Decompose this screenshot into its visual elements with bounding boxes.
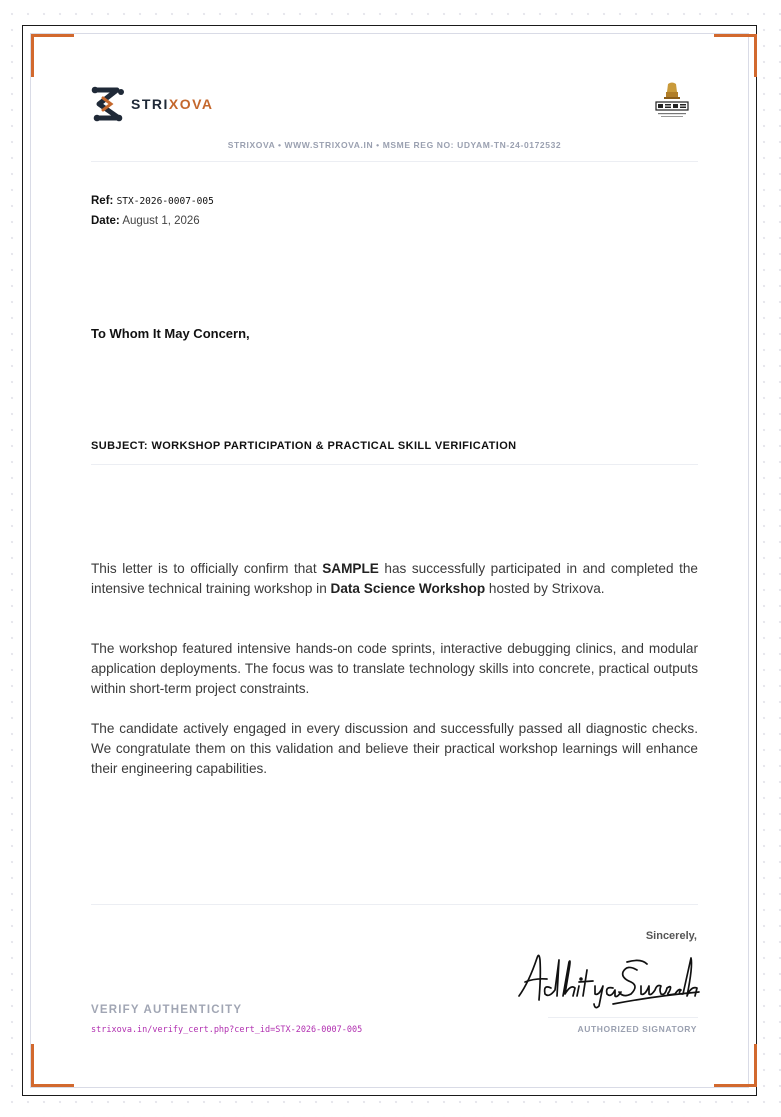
footer-divider <box>91 904 698 905</box>
corner-accent-bottom-left <box>31 1044 74 1087</box>
date-label: Date: <box>91 215 120 227</box>
date-line <box>91 215 200 227</box>
corner-accent-top-right <box>714 34 757 77</box>
brand-name: STRIXOVA <box>131 96 214 112</box>
closing-sincerely: Sincerely, <box>645 930 697 942</box>
reference-line <box>91 195 214 207</box>
body-paragraph-1: This letter is to officially confirm that SAMPLE has successfully participated in and completed the intensive technical training workshop in Data Science Workshop hosted by Strixova. <box>91 561 698 596</box>
authorized-signatory-label: AUTHORIZED SIGNATORY <box>577 1024 697 1034</box>
subject-divider <box>91 464 698 465</box>
participant-name: SAMPLE <box>322 561 379 576</box>
subject-line: SUBJECT: WORKSHOP PARTICIPATION & PRACTICAL SKILL VERIFICATION <box>91 440 517 452</box>
brand-logo <box>91 84 214 124</box>
ref-label: Ref: <box>91 195 114 207</box>
signature-line <box>548 1017 698 1018</box>
letterhead-info: STRIXOVA • WWW.STRIXOVA.IN • MSME REG NO: UDYAM-TN-24-0172532 <box>227 140 562 150</box>
strixova-network-logo-icon <box>91 84 125 124</box>
handwritten-signature <box>515 948 701 1010</box>
verify-authenticity-heading: VERIFY AUTHENTICITY <box>91 1004 243 1016</box>
msme-emblem-icon <box>652 82 692 122</box>
salutation: To Whom It May Concern, <box>91 326 250 341</box>
corner-accent-top-left <box>31 34 74 77</box>
body-paragraph-3: The candidate actively engaged in every discussion and successfully passed all diagnostic checks. We congratulate them on this validation and believe their practical workshop learnings will enhance their engineering capabilities. <box>91 721 698 776</box>
body-paragraph-2: The workshop featured intensive hands-on code sprints, interactive debugging clinics, and modular application deployments. The focus was to translate technology skills into concrete, practical outputs within short-term project constraints. <box>91 641 698 696</box>
corner-accent-bottom-right <box>714 1044 757 1087</box>
header-divider <box>91 161 698 162</box>
date-value: August 1, 2026 <box>122 215 200 227</box>
ref-value: STX-2026-0007-005 <box>116 196 214 207</box>
verify-link[interactable]: strixova.in/verify_cert.php?cert_id=STX-2026-0007-005 <box>91 1025 363 1035</box>
workshop-name: Data Science Workshop <box>330 581 486 596</box>
